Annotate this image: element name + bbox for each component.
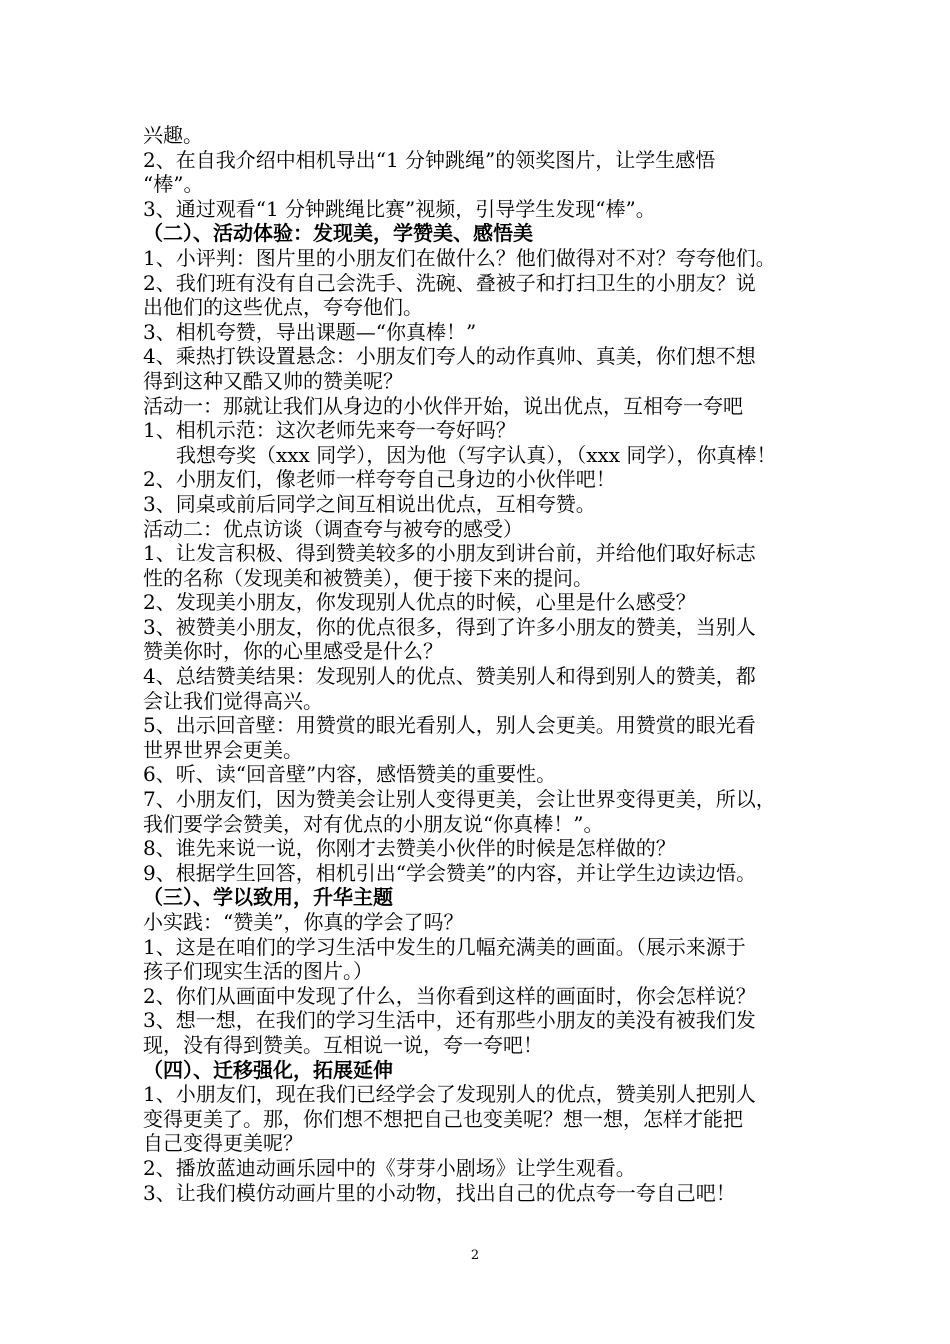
text-line: 自己变得更美呢？ — [143, 1131, 303, 1156]
text-line: 2、发现美小朋友，你发现别人优点的时候，心里是什么感受？ — [143, 590, 696, 615]
text-line: 2、播放蓝迪动画乐园中的《芽芽小剧场》让学生观看。 — [143, 1155, 636, 1180]
text-line: 会让我们觉得高兴。 — [143, 688, 323, 713]
text-line: 3、被赞美小朋友，你的优点很多，得到了许多小朋友的赞美，当别人 — [143, 614, 756, 639]
page-number: 2 — [470, 1248, 480, 1263]
text-line: 3、想一想，在我们的学习生活中，还有那些小朋友的美没有被我们发 — [143, 1008, 756, 1033]
text-line: 3、相机夸赞，导出课题—“你真棒！” — [143, 319, 477, 344]
text-line: 5、出示回音壁：用赞赏的眼光看别人，别人会更美。用赞赏的眼光看 — [143, 713, 756, 738]
section-heading: （三）、学以致用，升华主题 — [143, 885, 393, 910]
text-line: 世界世界会更美。 — [143, 737, 303, 762]
text-line: 出他们的这些优点，夸夸他们。 — [143, 295, 423, 320]
text-line: 现，没有得到赞美。互相说一说，夸一夸吧！ — [143, 1032, 543, 1057]
text-line: 孩子们现实生活的图片。） — [143, 959, 373, 984]
text-line: 性的名称（发现美和被赞美），便于接下来的提问。 — [143, 565, 593, 590]
text-line: 8、谁先来说一说，你刚才去赞美小伙伴的时候是怎样做的？ — [143, 836, 676, 861]
text-line: 6、听、读“回音壁”内容，感悟赞美的重要性。 — [143, 762, 557, 787]
text-line: 2、我们班有没有自己会洗手、洗碗、叠被子和打扫卫生的小朋友？说 — [143, 270, 756, 295]
text-line: 3、同桌或前后同学之间互相说出优点，互相夸赞。 — [143, 491, 596, 516]
text-line: 4、总结赞美结果：发现别人的优点、赞美别人和得到别人的赞美，都 — [143, 664, 756, 689]
text-line: 活动一：那就让我们从身边的小伙伴开始，说出优点，互相夸一夸吧 — [143, 393, 743, 418]
text-line: 2、你们从画面中发现了什么，当你看到这样的画面时，你会怎样说？ — [143, 983, 756, 1008]
document-body — [143, 123, 823, 1205]
section-heading: （二）、活动体验：发现美，学赞美、感悟美 — [143, 221, 533, 246]
text-line: 活动二：优点访谈（调查夸与被夸的感受） — [143, 516, 523, 541]
text-line: 我想夸奖（xxx 同学），因为他（写字认真），（xxx 同学），你真棒！ — [176, 442, 777, 467]
text-line: 小实践：“赞美”，你真的学会了吗？ — [143, 910, 464, 934]
text-line: 1、这是在咱们的学习生活中发生的几幅充满美的画面。（展示来源于 — [143, 934, 746, 959]
section-heading: （四）、迁移强化，拓展延伸 — [143, 1057, 393, 1082]
text-line: 1、小朋友们，现在我们已经学会了发现别人的优点，赞美别人把别人 — [143, 1082, 756, 1107]
text-line: 4、乘热打铁设置悬念：小朋友们夸人的动作真帅、真美，你们想不想 — [143, 344, 756, 369]
text-line: 1、相机示范：这次老师先来夸一夸好吗？ — [143, 418, 516, 443]
text-line: 2、在自我介绍中相机导出“1 分钟跳绳”的领奖图片，让学生感悟 — [143, 147, 716, 172]
text-line: 3、让我们模仿动画片里的小动物，找出自己的优点夸一夸自己吧！ — [143, 1180, 736, 1205]
text-line: 1、小评判：图片里的小朋友们在做什么？他们做得对不对？夸夸他们。 — [143, 245, 776, 270]
text-line: 3、通过观看“1 分钟跳绳比赛”视频，引导学生发现“棒”。 — [143, 196, 656, 221]
text-line: “棒”。 — [143, 172, 204, 197]
text-line: 兴趣。 — [143, 123, 203, 147]
text-line: 我们要学会赞美，对有优点的小朋友说“你真棒！”。 — [143, 811, 604, 836]
text-line: 变得更美了。那，你们想不想把自己也变美呢？想一想，怎样才能把 — [143, 1106, 743, 1131]
text-line: 7、小朋友们，因为赞美会让别人变得更美，会让世界变得更美，所以， — [143, 787, 776, 812]
text-line: 得到这种又酷又帅的赞美呢？ — [143, 368, 403, 393]
text-line: 赞美你时，你的心里感受是什么？ — [143, 639, 443, 664]
text-line: 2、小朋友们，像老师一样夸夸自己身边的小伙伴吧！ — [143, 467, 616, 492]
text-line: 1、让发言积极、得到赞美较多的小朋友到讲台前，并给他们取好标志 — [143, 541, 756, 566]
text-line: 9、根据学生回答，相机引出“学会赞美”的内容，并让学生边读边悟。 — [143, 860, 757, 885]
